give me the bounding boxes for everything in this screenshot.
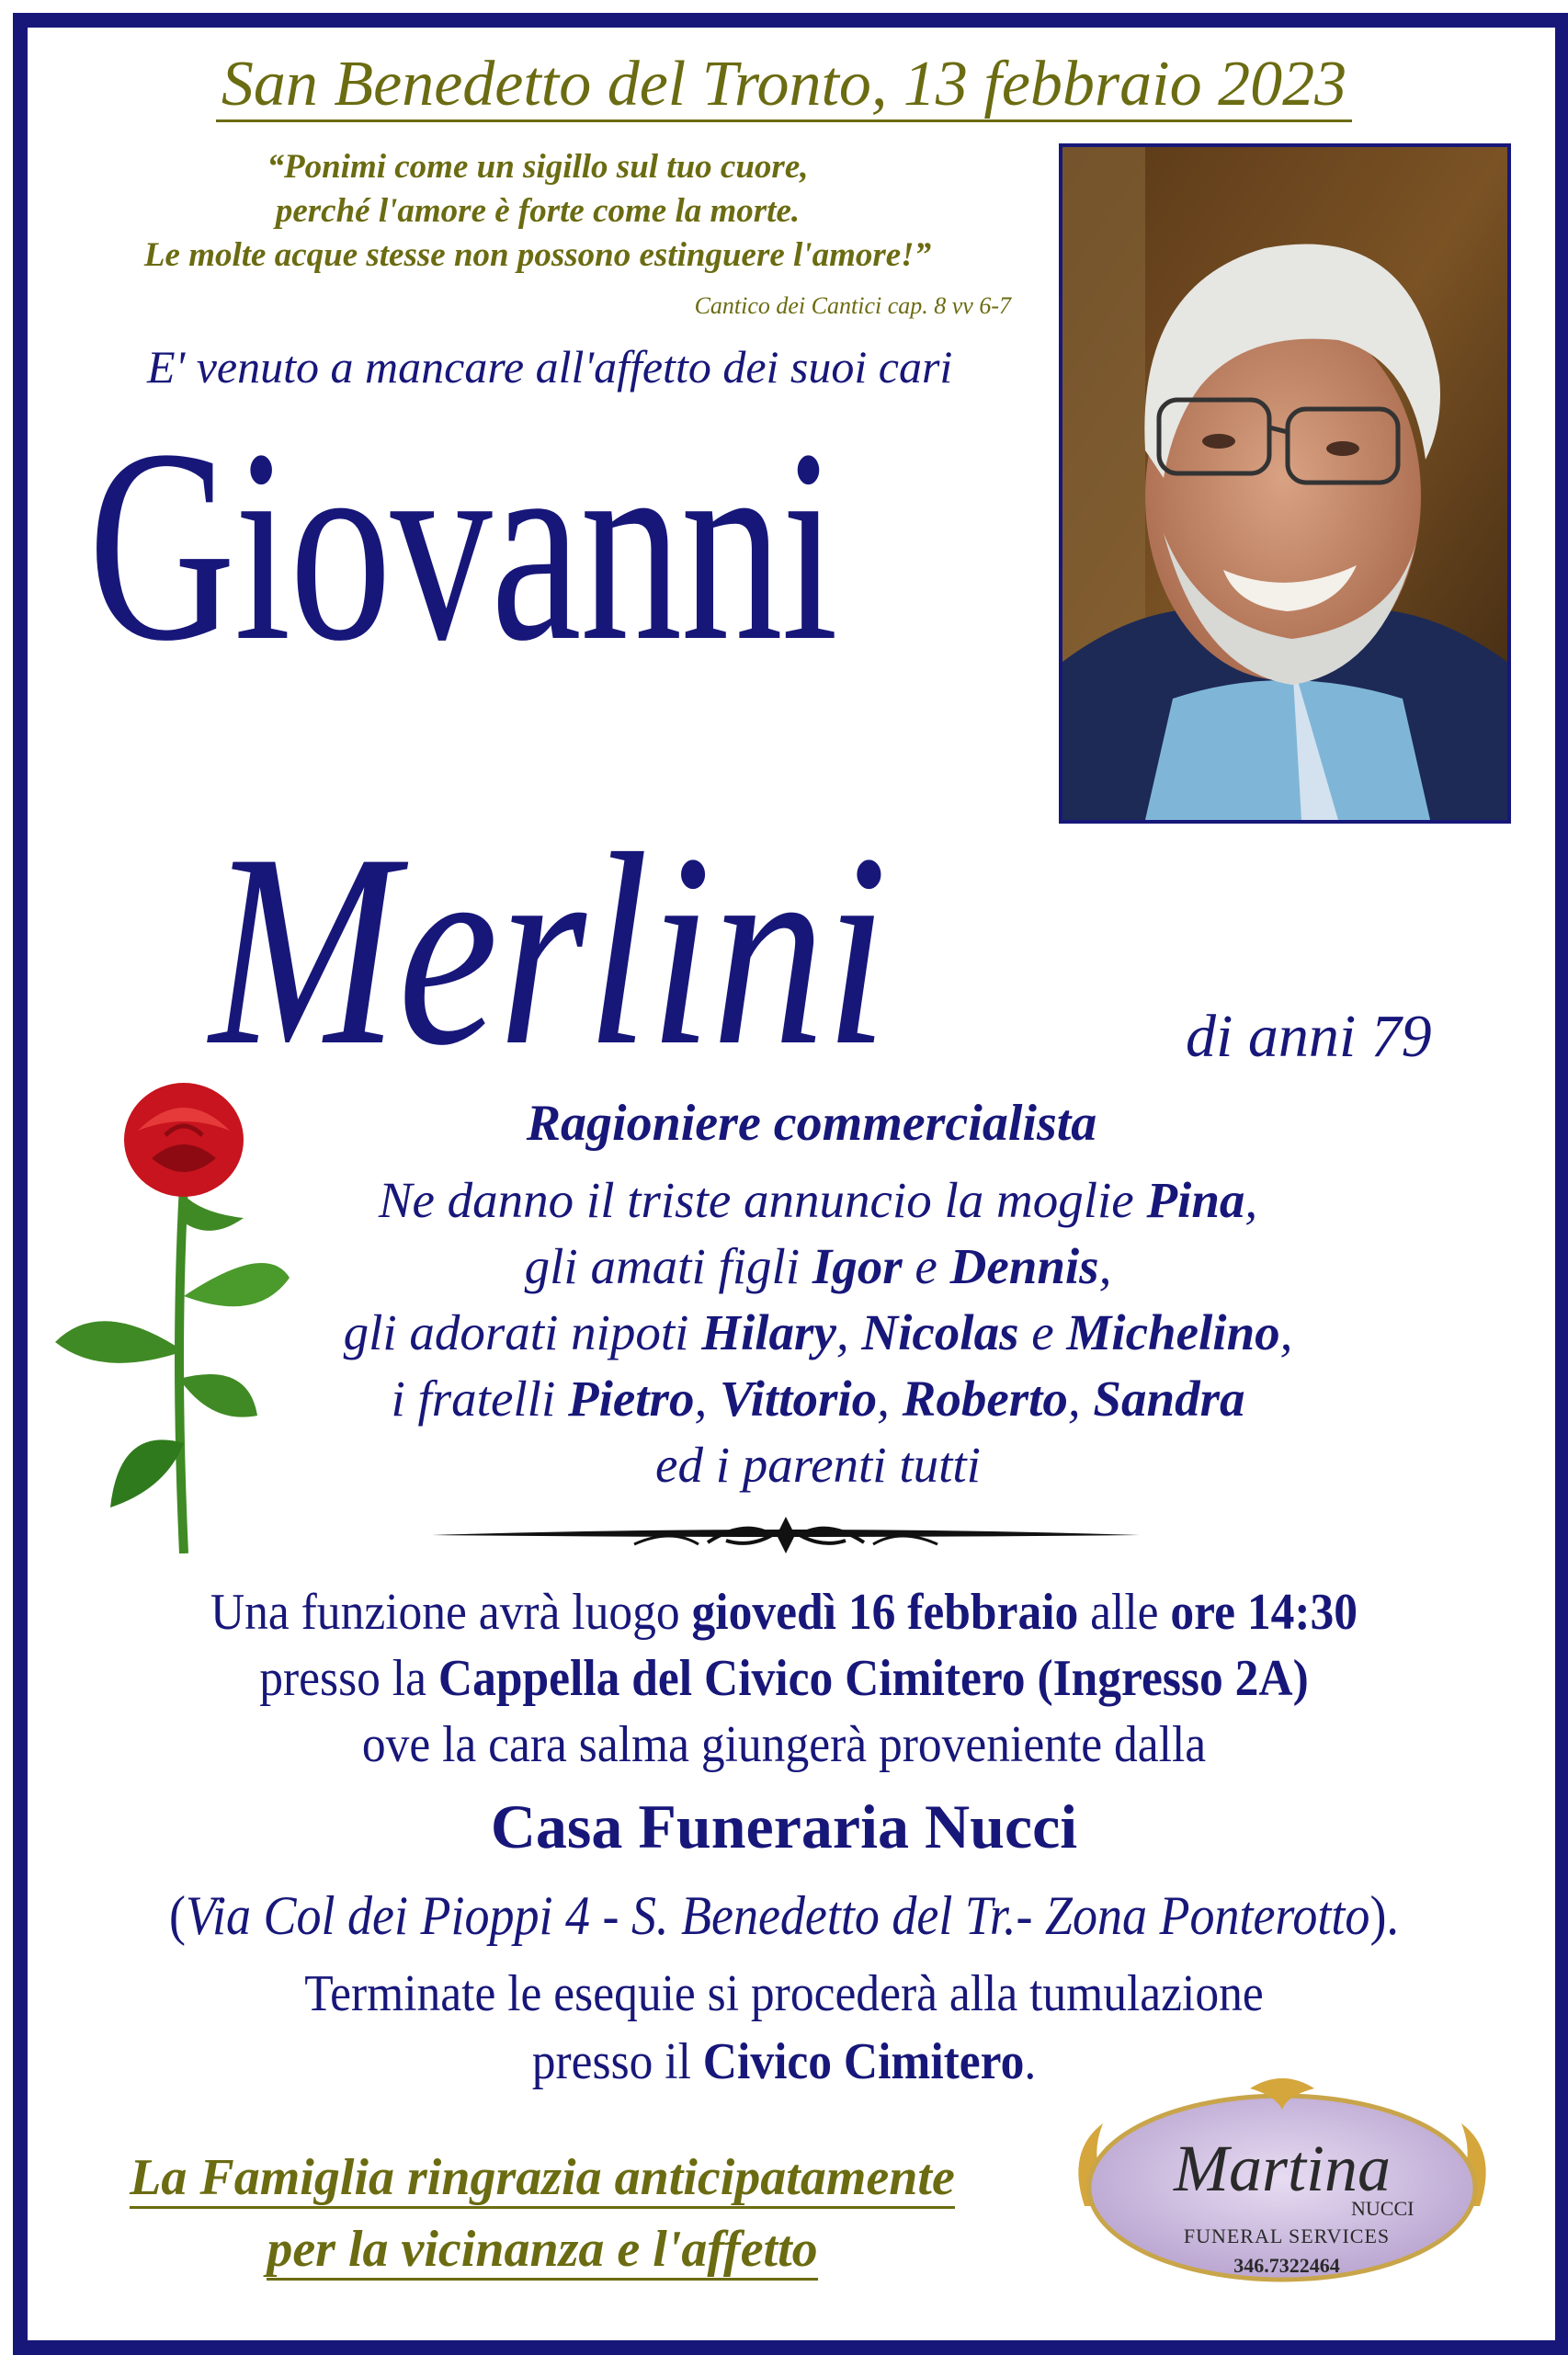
age: di anni 79 xyxy=(1186,1003,1432,1070)
thanks-line: La Famiglia ringrazia anticipatamente xyxy=(130,2149,955,2209)
ornament-divider xyxy=(432,1507,1140,1563)
announcement-line: gli amati figli Igor e Dennis, xyxy=(524,1238,1112,1294)
bible-quote xyxy=(64,145,1011,278)
funeral-home-address: (Via Col dei Pioppi 4 - S. Benedetto del Tr.- Zona Ponterotto). xyxy=(169,1885,1399,1946)
logo-phone: 346.7322464 xyxy=(1233,2254,1340,2277)
quote-source: Cantico dei Cantici cap. 8 vv 6-7 xyxy=(694,292,1011,319)
logo-name: Martina xyxy=(1173,2132,1391,2205)
service-details xyxy=(80,1579,1489,1778)
announcement-line: ed i parenti tutti xyxy=(655,1437,981,1493)
quote-line: Le molte acque stesse non possono estinguere l'amore!” xyxy=(143,236,932,274)
announcement-line: gli adorati nipoti Hilary, Nicolas e Michelino, xyxy=(343,1304,1293,1360)
first-name: Giovanni xyxy=(88,392,837,698)
family-thanks xyxy=(64,2142,1020,2285)
announcement-line: Ne danno il triste annuncio la moglie Pina, xyxy=(378,1172,1258,1228)
quote-line: perché l'amore è forte come la morte. xyxy=(275,192,801,230)
service-line: presso la Cappella del Civico Cimitero (Ingresso 2A) xyxy=(259,1650,1309,1707)
burial-line: Terminate le esequie si procederà alla tumulazione xyxy=(304,1965,1264,2022)
intro-text: E' venuto a mancare all'affetto dei suoi cari xyxy=(147,341,953,392)
portrait-photo xyxy=(1059,143,1511,824)
family-announcement xyxy=(175,1167,1461,1498)
logo-services: FUNERAL SERVICES xyxy=(1183,2224,1391,2247)
last-name: Merlini xyxy=(210,797,888,1102)
funeral-home-name: Casa Funeraria Nucci xyxy=(490,1792,1078,1861)
service-line: ove la cara salma giungerà proveniente dalla xyxy=(361,1716,1207,1773)
profession: Ragioniere commercialista xyxy=(526,1095,1097,1152)
service-line: Una funzione avrà luogo giovedì 16 febbraio alle ore 14:30 xyxy=(210,1584,1358,1641)
quote-line: “Ponimi come un sigillo sul tuo cuore, xyxy=(267,148,809,186)
logo-sub: NUCCI xyxy=(1351,2197,1415,2220)
place-date-heading: San Benedetto del Tronto, 13 febbraio 2023 xyxy=(0,48,1568,121)
announcement-line: i fratelli Pietro, Vittorio, Roberto, Sandra xyxy=(391,1371,1245,1427)
burial-line: presso il Civico Cimitero. xyxy=(531,2033,1037,2090)
thanks-line: per la vicinanza e l'affetto xyxy=(267,2221,817,2281)
